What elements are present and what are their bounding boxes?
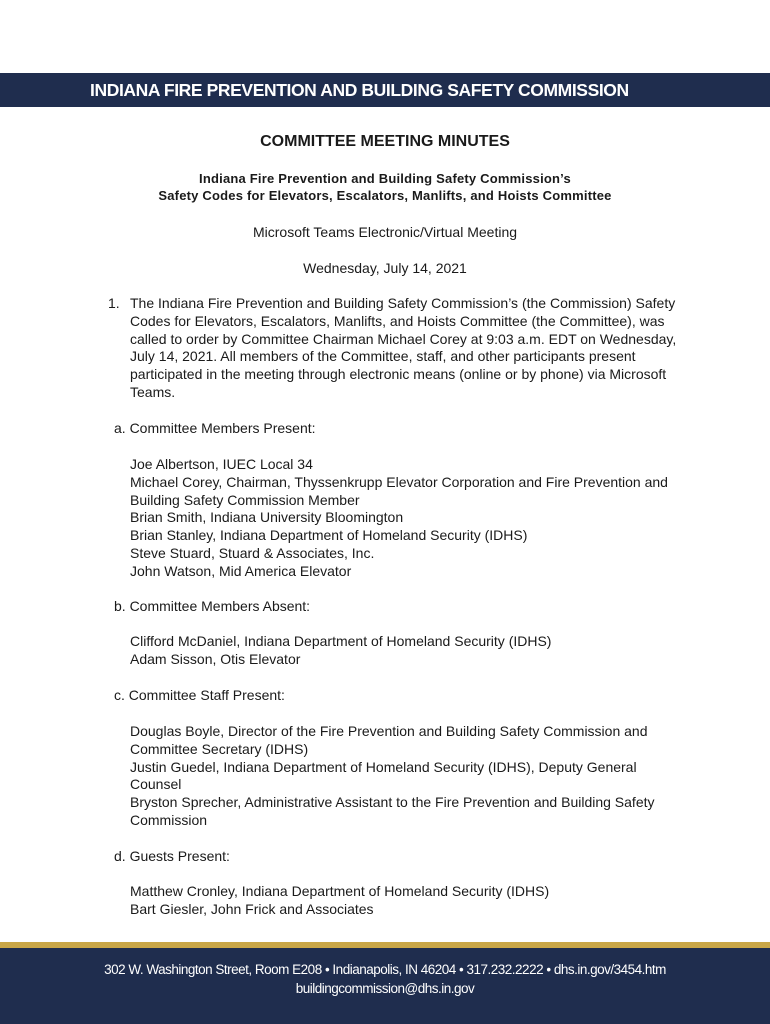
list-item: Bryston Sprecher, Administrative Assistant to the Fire Prevention and Building Safety Commission: [130, 794, 655, 828]
list-item: Michael Corey, Chairman, Thyssenkrupp Elevator Corporation and Fire Prevention and Building Safety Commission Member: [130, 473, 668, 508]
list-item: Brian Stanley, Indiana Department of Homeland Security (IDHS): [130, 527, 528, 544]
document-title: COMMITTEE MEETING MINUTES: [260, 133, 510, 150]
footer-address: 302 W. Washington Street, Room E208 • Indianapolis, IN 46204 • 317.232.2222 • dhs.in.gov/3454.htm: [104, 962, 666, 977]
list-item: Clifford McDaniel, Indiana Department of Homeland Security (IDHS): [130, 633, 552, 649]
footer-email: buildingcommission@dhs.in.gov: [295, 981, 475, 996]
list-item: Adam Sisson, Otis Elevator: [130, 650, 301, 667]
members-present-list: [130, 456, 690, 581]
list-item: Joe Albertson, IUEC Local 34: [130, 456, 313, 472]
item-1-paragraph: The Indiana Fire Prevention and Building Safety Commission’s (the Commission) Safety Codes for Elevators, Escalators, Manlifts, and Hoists Committee (the Committee), was called to order by Committee Chairman Michael Corey at 9:03 a.m. EDT on Wednesday, July 14, 2021. All members of the Committee, staff, and other participants present participated in the meeting through electronic means (online or by phone) via Microsoft Teams.: [130, 295, 677, 400]
list-item: Steve Stuard, Stuard & Associates, Inc.: [130, 544, 375, 561]
meeting-date: Wednesday, July 14, 2021: [303, 260, 467, 276]
item-number: 1.: [108, 295, 120, 311]
members-absent-list: [130, 633, 690, 669]
header-title: INDIANA FIRE PREVENTION AND BUILDING SAFETY COMMISSION: [90, 80, 629, 100]
list-item: Bart Giesler, John Frick and Associates: [130, 900, 374, 917]
subtitle-line-1: Indiana Fire Prevention and Building Safety Commission’s: [199, 171, 571, 186]
staff-present-label: c. Committee Staff Present:: [114, 687, 285, 703]
list-item: Matthew Cronley, Indiana Department of Homeland Security (IDHS): [130, 883, 550, 899]
list-item: John Watson, Mid America Elevator: [130, 562, 352, 579]
meeting-type: Microsoft Teams Electronic/Virtual Meeting: [252, 224, 518, 240]
guests-present-list: [130, 883, 690, 919]
list-item: Justin Guedel, Indiana Department of Homeland Security (IDHS), Deputy General Counsel: [130, 758, 637, 793]
subtitle-line-2: Safety Codes for Elevators, Escalators, Manlifts, and Hoists Committee: [158, 188, 612, 203]
guests-present-label: d. Guests Present:: [114, 848, 230, 864]
members-present-label: a. Committee Members Present:: [114, 420, 316, 436]
members-absent-label: b. Committee Members Absent:: [114, 598, 311, 614]
staff-present-list: [130, 723, 690, 830]
list-item: Brian Smith, Indiana University Bloomington: [130, 509, 404, 526]
list-item: Douglas Boyle, Director of the Fire Prevention and Building Safety Commission and Committee Secretary (IDHS): [130, 723, 648, 757]
